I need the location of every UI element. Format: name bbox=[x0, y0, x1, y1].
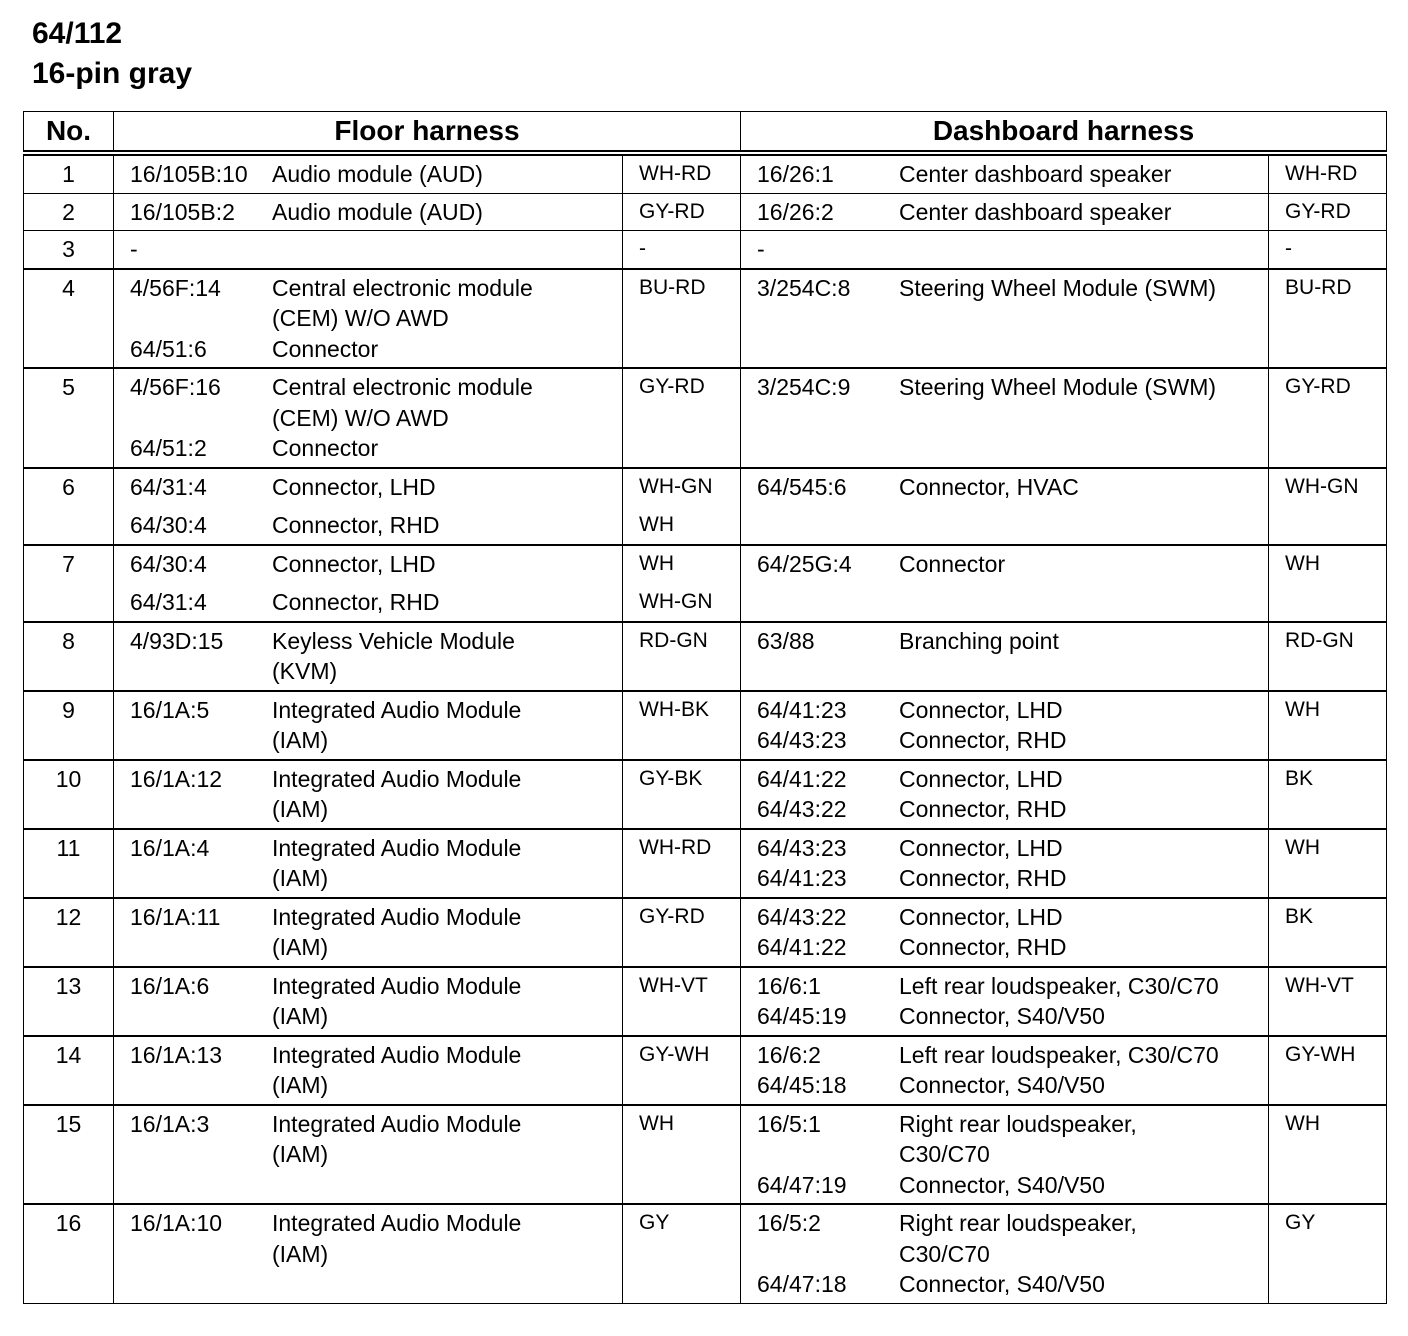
connector-code: 16/6:1 bbox=[757, 972, 821, 999]
floor-harness-cell bbox=[114, 153, 623, 193]
pin-number: 10 bbox=[24, 760, 114, 829]
connector-code: 64/51:6 bbox=[130, 335, 207, 362]
pin-number: 6 bbox=[24, 468, 114, 545]
connector-code: 16/1A:3 bbox=[130, 1110, 210, 1137]
component-description: Audio module (AUD) bbox=[272, 161, 483, 187]
component-description: Right rear loudspeaker, bbox=[899, 1110, 1137, 1137]
wire-color: GY-BK bbox=[639, 766, 703, 790]
wire-color: - bbox=[639, 237, 646, 260]
table-row bbox=[24, 898, 1387, 967]
wire-color: GY-RD bbox=[639, 904, 705, 928]
dashboard-wire-color-cell bbox=[1269, 231, 1387, 269]
component-description: Connector, RHD bbox=[899, 796, 1067, 822]
component-description: Steering Wheel Module (SWM) bbox=[899, 274, 1217, 301]
wire-color: GY-RD bbox=[1285, 199, 1351, 223]
floor-harness-cell bbox=[114, 1105, 623, 1205]
wire-color: WH bbox=[639, 513, 674, 536]
component-description: Left rear loudspeaker, C30/C70 bbox=[899, 1041, 1219, 1068]
wire-color: WH-GN bbox=[639, 590, 713, 613]
dashboard-harness-cell bbox=[741, 622, 1269, 691]
header-floor-harness: Floor harness bbox=[114, 112, 741, 154]
connector-code: 64/41:22 bbox=[757, 934, 847, 960]
component-description: Central electronic module bbox=[272, 274, 533, 301]
connector-code: 64/41:22 bbox=[757, 765, 847, 792]
table-row bbox=[24, 1204, 1387, 1303]
wire-color: GY-WH bbox=[639, 1042, 710, 1066]
wire-color: GY-WH bbox=[1285, 1042, 1356, 1066]
connector-code bbox=[130, 794, 272, 825]
wire-color: WH bbox=[1285, 697, 1321, 721]
connector-code: 64/31:4 bbox=[130, 473, 207, 500]
floor-wire-color-cell bbox=[623, 1036, 741, 1105]
component-description: Central electronic module bbox=[272, 374, 533, 400]
component-description: Connector bbox=[272, 435, 379, 461]
floor-wire-color-cell bbox=[623, 545, 741, 622]
component-description: Left rear loudspeaker, C30/C70 bbox=[899, 972, 1219, 999]
floor-harness-cell bbox=[114, 269, 623, 369]
wire-color: WH bbox=[1285, 551, 1321, 575]
dashboard-harness-cell bbox=[741, 1105, 1269, 1205]
pin-number: 3 bbox=[24, 231, 114, 269]
connector-code: - bbox=[130, 236, 138, 262]
component-description bbox=[899, 234, 1268, 265]
dashboard-harness-cell bbox=[741, 153, 1269, 193]
wire-color: BU-RD bbox=[639, 275, 706, 299]
connector-code: 64/43:23 bbox=[757, 834, 847, 861]
component-description: Steering Wheel Module (SWM) bbox=[899, 374, 1217, 400]
wire-color: - bbox=[1285, 237, 1293, 260]
wire-color: WH-BK bbox=[639, 697, 709, 721]
connector-code: 64/545:6 bbox=[757, 473, 847, 500]
floor-wire-color-cell bbox=[623, 269, 741, 369]
component-description: Integrated Audio Module bbox=[272, 1041, 522, 1068]
connector-code: 63/88 bbox=[757, 627, 815, 654]
connector-code: 64/47:18 bbox=[757, 1271, 847, 1297]
floor-harness-cell bbox=[114, 760, 623, 829]
pin-number: 14 bbox=[24, 1036, 114, 1105]
connector-code: 64/41:23 bbox=[757, 865, 847, 891]
wire-color: WH bbox=[639, 1111, 674, 1135]
connector-code bbox=[130, 656, 272, 687]
floor-harness-cell bbox=[114, 691, 623, 760]
connector-code: 64/43:23 bbox=[757, 727, 847, 753]
component-description: (CEM) W/O AWD bbox=[272, 404, 449, 431]
header-dashboard-harness: Dashboard harness bbox=[741, 112, 1387, 154]
floor-harness-cell bbox=[114, 829, 623, 898]
component-description: Integrated Audio Module bbox=[272, 1210, 522, 1236]
dashboard-harness-cell bbox=[741, 1036, 1269, 1105]
component-description: Integrated Audio Module bbox=[272, 834, 522, 861]
pin-number: 9 bbox=[24, 691, 114, 760]
component-description: Integrated Audio Module bbox=[272, 1110, 522, 1137]
wire-color: RD-GN bbox=[639, 628, 708, 652]
connector-code bbox=[130, 303, 272, 334]
connector-type-title: 16-pin gray bbox=[32, 57, 193, 90]
wire-color: GY-RD bbox=[639, 199, 705, 223]
component-description: Connector, S40/V50 bbox=[899, 1171, 1105, 1198]
connector-code bbox=[130, 725, 272, 756]
floor-wire-color-cell bbox=[623, 1105, 741, 1205]
table-header-row bbox=[24, 112, 1387, 154]
component-description: Integrated Audio Module bbox=[272, 696, 522, 723]
connector-code: 16/105B:10 bbox=[130, 161, 248, 187]
pin-number: 5 bbox=[24, 368, 114, 468]
pin-number: 1 bbox=[24, 153, 114, 193]
wire-color: WH bbox=[1285, 835, 1321, 859]
wire-color: BK bbox=[1285, 904, 1314, 928]
table-row bbox=[24, 1036, 1387, 1105]
component-description: (IAM) bbox=[272, 796, 329, 822]
connector-code: 16/26:2 bbox=[757, 198, 834, 225]
floor-wire-color-cell bbox=[623, 967, 741, 1036]
component-description: C30/C70 bbox=[899, 1141, 990, 1167]
connector-code: - bbox=[757, 236, 765, 262]
connector-code: 3/254C:9 bbox=[757, 374, 851, 400]
table-row bbox=[24, 967, 1387, 1036]
dashboard-wire-color-cell bbox=[1269, 1036, 1387, 1105]
floor-wire-color-cell bbox=[623, 760, 741, 829]
connector-code: 16/1A:13 bbox=[130, 1041, 223, 1068]
pinout-table bbox=[23, 111, 1387, 1304]
table-row bbox=[24, 368, 1387, 468]
component-description: Connector, RHD bbox=[272, 512, 440, 538]
wire-color: GY bbox=[639, 1211, 670, 1234]
floor-wire-color-cell bbox=[623, 898, 741, 967]
component-description: Center dashboard speaker bbox=[899, 161, 1172, 187]
connector-code: 16/1A:5 bbox=[130, 696, 210, 723]
connector-id-title: 64/112 bbox=[32, 17, 123, 50]
dashboard-harness-cell bbox=[741, 829, 1269, 898]
connector-code: 64/45:19 bbox=[757, 1003, 847, 1029]
component-description: Connector, LHD bbox=[899, 834, 1063, 861]
dashboard-wire-color-cell bbox=[1269, 1105, 1387, 1205]
table-row bbox=[24, 231, 1387, 269]
floor-wire-color-cell bbox=[623, 1204, 741, 1303]
table-row bbox=[24, 269, 1387, 369]
table-row bbox=[24, 193, 1387, 231]
component-description: Connector, S40/V50 bbox=[899, 1271, 1105, 1297]
pin-number: 7 bbox=[24, 545, 114, 622]
connector-code bbox=[757, 1139, 899, 1170]
dashboard-wire-color-cell bbox=[1269, 898, 1387, 967]
pin-number: 4 bbox=[24, 269, 114, 369]
dashboard-wire-color-cell bbox=[1269, 545, 1387, 622]
dashboard-wire-color-cell bbox=[1269, 468, 1387, 545]
pin-number: 13 bbox=[24, 967, 114, 1036]
connector-code: 64/43:22 bbox=[757, 903, 847, 930]
table-row bbox=[24, 468, 1387, 545]
connector-code: 3/254C:8 bbox=[757, 274, 851, 301]
dashboard-harness-cell bbox=[741, 193, 1269, 231]
component-description: Right rear loudspeaker, bbox=[899, 1210, 1137, 1236]
dashboard-harness-cell bbox=[741, 231, 1269, 269]
wire-color: WH-RD bbox=[639, 162, 712, 185]
connector-code: 16/1A:12 bbox=[130, 765, 223, 792]
connector-code: 64/47:19 bbox=[757, 1171, 847, 1198]
floor-harness-cell bbox=[114, 1204, 623, 1303]
component-description: Connector bbox=[899, 550, 1006, 577]
component-description bbox=[272, 234, 622, 265]
component-description: Connector, LHD bbox=[899, 903, 1063, 930]
connector-code: 64/31:4 bbox=[130, 589, 207, 615]
table-row bbox=[24, 1105, 1387, 1205]
wire-color: WH bbox=[1285, 1111, 1321, 1135]
connector-code bbox=[130, 863, 272, 894]
connector-code bbox=[130, 932, 272, 963]
dashboard-wire-color-cell bbox=[1269, 269, 1387, 369]
connector-code: 64/30:4 bbox=[130, 550, 207, 577]
component-description: Connector, RHD bbox=[899, 865, 1067, 891]
connector-code: 16/1A:10 bbox=[130, 1210, 223, 1236]
connector-code: 4/93D:15 bbox=[130, 627, 224, 654]
dashboard-wire-color-cell bbox=[1269, 829, 1387, 898]
floor-harness-cell bbox=[114, 967, 623, 1036]
floor-wire-color-cell bbox=[623, 691, 741, 760]
floor-harness-cell bbox=[114, 1036, 623, 1105]
wire-color: BU-RD bbox=[1285, 275, 1352, 299]
component-description: Connector bbox=[272, 335, 379, 362]
connector-code: 16/1A:6 bbox=[130, 972, 210, 999]
wire-color: WH-GN bbox=[639, 474, 713, 498]
component-description: (KVM) bbox=[272, 658, 338, 684]
component-description: (IAM) bbox=[272, 1003, 329, 1029]
pin-number: 12 bbox=[24, 898, 114, 967]
connector-code: 16/1A:11 bbox=[130, 903, 221, 930]
connector-code: 64/25G:4 bbox=[757, 550, 852, 577]
connector-code: 4/56F:14 bbox=[130, 274, 221, 301]
wire-color: WH bbox=[639, 551, 674, 575]
floor-harness-cell bbox=[114, 193, 623, 231]
floor-wire-color-cell bbox=[623, 368, 741, 468]
table-row bbox=[24, 545, 1387, 622]
connector-code: 64/45:18 bbox=[757, 1072, 847, 1098]
dashboard-harness-cell bbox=[741, 468, 1269, 545]
table-row bbox=[24, 829, 1387, 898]
connector-code: 64/43:22 bbox=[757, 796, 847, 822]
connector-code bbox=[130, 1001, 272, 1032]
table-row bbox=[24, 691, 1387, 760]
header-no: No. bbox=[24, 112, 114, 154]
connector-code bbox=[130, 1070, 272, 1101]
wire-color: WH-RD bbox=[1285, 162, 1358, 185]
wire-color: BK bbox=[1285, 766, 1314, 790]
connector-code: 16/105B:2 bbox=[130, 198, 235, 225]
component-description: Connector, LHD bbox=[899, 765, 1063, 792]
component-description: Audio module (AUD) bbox=[272, 198, 483, 225]
component-description: Connector, S40/V50 bbox=[899, 1072, 1105, 1098]
dashboard-harness-cell bbox=[741, 898, 1269, 967]
dashboard-wire-color-cell bbox=[1269, 153, 1387, 193]
component-description: Connector, RHD bbox=[899, 934, 1067, 960]
pin-number: 15 bbox=[24, 1105, 114, 1205]
dashboard-harness-cell bbox=[741, 691, 1269, 760]
dashboard-harness-cell bbox=[741, 368, 1269, 468]
pin-number: 11 bbox=[24, 829, 114, 898]
floor-wire-color-cell bbox=[623, 153, 741, 193]
component-description: Branching point bbox=[899, 627, 1059, 654]
floor-harness-cell bbox=[114, 231, 623, 269]
floor-wire-color-cell bbox=[623, 193, 741, 231]
component-description: (IAM) bbox=[272, 727, 329, 753]
component-description: (IAM) bbox=[272, 934, 329, 960]
connector-code: 4/56F:16 bbox=[130, 374, 221, 400]
component-description: Connector, LHD bbox=[899, 696, 1063, 723]
connector-code bbox=[130, 1239, 272, 1270]
dashboard-wire-color-cell bbox=[1269, 1204, 1387, 1303]
dashboard-wire-color-cell bbox=[1269, 193, 1387, 231]
component-description: (IAM) bbox=[272, 1240, 329, 1267]
component-description: Connector, RHD bbox=[899, 727, 1067, 753]
dashboard-harness-cell bbox=[741, 269, 1269, 369]
component-description: Connector, HVAC bbox=[899, 473, 1079, 500]
component-description: (IAM) bbox=[272, 1141, 329, 1167]
dashboard-wire-color-cell bbox=[1269, 691, 1387, 760]
pin-number: 16 bbox=[24, 1204, 114, 1303]
table-row bbox=[24, 622, 1387, 691]
component-description: Connector, RHD bbox=[272, 589, 440, 615]
connector-code: 16/5:2 bbox=[757, 1210, 821, 1236]
wire-color: RD-GN bbox=[1285, 628, 1354, 652]
component-description: Connector, LHD bbox=[272, 473, 436, 500]
wire-color: GY-RD bbox=[1285, 375, 1351, 398]
wire-color: WH-VT bbox=[1285, 973, 1354, 997]
dashboard-wire-color-cell bbox=[1269, 967, 1387, 1036]
connector-code bbox=[130, 403, 272, 434]
component-description: Integrated Audio Module bbox=[272, 903, 522, 930]
dashboard-harness-cell bbox=[741, 760, 1269, 829]
connector-code: 64/41:23 bbox=[757, 696, 847, 723]
connector-code bbox=[130, 1139, 272, 1170]
floor-harness-cell bbox=[114, 468, 623, 545]
floor-wire-color-cell bbox=[623, 829, 741, 898]
component-description: Connector, LHD bbox=[272, 550, 436, 577]
table-row bbox=[24, 153, 1387, 193]
wire-color: GY bbox=[1285, 1211, 1316, 1234]
component-description: Connector, S40/V50 bbox=[899, 1003, 1105, 1029]
wire-color: WH-RD bbox=[639, 835, 712, 859]
table-row bbox=[24, 760, 1387, 829]
connector-code bbox=[757, 1239, 899, 1270]
component-description: Integrated Audio Module bbox=[272, 972, 522, 999]
dashboard-wire-color-cell bbox=[1269, 368, 1387, 468]
component-description: (IAM) bbox=[272, 1072, 329, 1098]
wire-color: WH-VT bbox=[639, 973, 708, 997]
wire-color: GY-RD bbox=[639, 375, 705, 398]
dashboard-harness-cell bbox=[741, 1204, 1269, 1303]
connector-code: 64/30:4 bbox=[130, 512, 207, 538]
component-description: Integrated Audio Module bbox=[272, 765, 522, 792]
floor-harness-cell bbox=[114, 622, 623, 691]
connector-code: 16/1A:4 bbox=[130, 834, 210, 861]
component-description: Center dashboard speaker bbox=[899, 198, 1172, 225]
dashboard-wire-color-cell bbox=[1269, 622, 1387, 691]
floor-wire-color-cell bbox=[623, 468, 741, 545]
component-description: C30/C70 bbox=[899, 1240, 990, 1267]
pin-number: 8 bbox=[24, 622, 114, 691]
component-description: (IAM) bbox=[272, 865, 329, 891]
wire-color: WH-GN bbox=[1285, 474, 1359, 498]
connector-code: 64/51:2 bbox=[130, 435, 207, 461]
floor-harness-cell bbox=[114, 545, 623, 622]
connector-code: 16/5:1 bbox=[757, 1110, 821, 1137]
floor-harness-cell bbox=[114, 368, 623, 468]
connector-code: 16/6:2 bbox=[757, 1041, 821, 1068]
floor-wire-color-cell bbox=[623, 231, 741, 269]
component-description: (CEM) W/O AWD bbox=[272, 305, 449, 331]
dashboard-harness-cell bbox=[741, 967, 1269, 1036]
pin-number: 2 bbox=[24, 193, 114, 231]
connector-code: 16/26:1 bbox=[757, 161, 834, 187]
floor-wire-color-cell bbox=[623, 622, 741, 691]
dashboard-harness-cell bbox=[741, 545, 1269, 622]
floor-harness-cell bbox=[114, 898, 623, 967]
component-description: Keyless Vehicle Module bbox=[272, 627, 515, 654]
dashboard-wire-color-cell bbox=[1269, 760, 1387, 829]
